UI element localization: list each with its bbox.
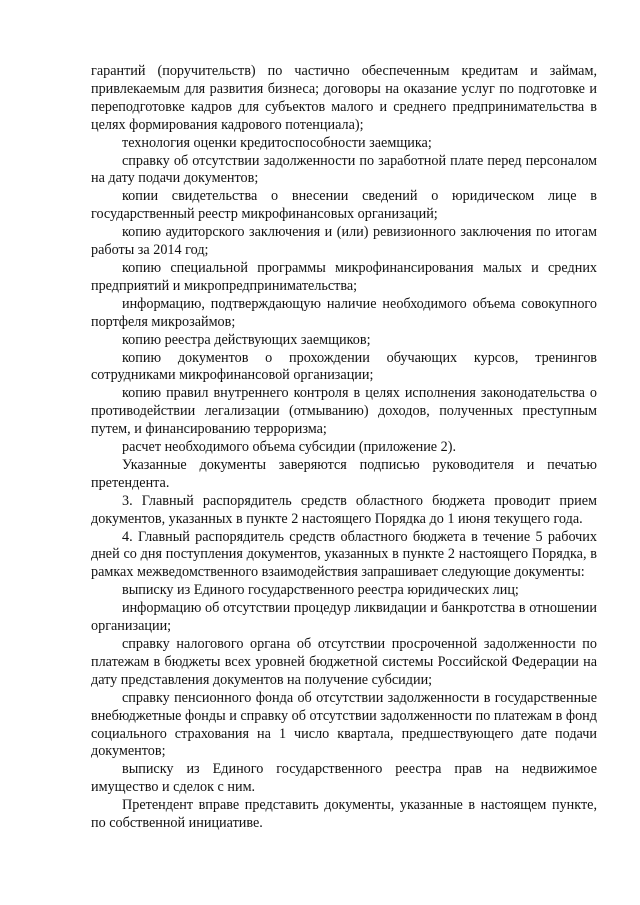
- paragraph-portfolio-info: информацию, подтверждающую наличие необходимого объема совокупного портфеля микрозаймов;: [91, 295, 597, 330]
- paragraph-pension-fund-certificate: справку пенсионного фонда об отсутствии задолженности в государственные внебюджетные фонды и справку об отсутствии задолженности по платежам в фонд социального страхования на 1 число квартала, предшествующего дате подачи документов;: [91, 689, 597, 760]
- paragraph-credit-assessment: технология оценки кредитоспособности заемщика;: [122, 134, 432, 151]
- paragraph-registry-certificate: копии свидетельства о внесении сведений о юридическом лице в государственный реестр микрофинансовых организаций;: [91, 188, 597, 223]
- paragraph-borrowers-registry: копию реестра действующих заемщиков;: [122, 331, 371, 348]
- paragraph-certification: Указанные документы заверяются подписью руководителя и печатью претендента.: [91, 456, 597, 491]
- paragraph-internal-control-rules: копию правил внутреннего контроля в целях исполнения законодательства о противодействии легализации (отмыванию) доходов, полученных преступным путем, и финансированию терроризма;: [91, 385, 597, 438]
- paragraph-training-documents: копию документов о прохождении обучающих курсов, тренингов сотрудниками микрофинансовой организации;: [91, 349, 597, 384]
- document-body: [91, 63, 597, 833]
- paragraph-liquidation-info: информацию об отсутствии процедур ликвидации и банкротства в отношении организации;: [91, 600, 597, 635]
- paragraph-tax-certificate: справку налогового органа об отсутствии просроченной задолженности по платежам в бюджеты всех уровней бюджетной системы Российской Федерации на дату представления документов на получение субсидии;: [91, 636, 597, 688]
- paragraph-real-estate-extract: выписку из Единого государственного реестра прав на недвижимое имущество и сделок с ним.: [91, 761, 597, 796]
- paragraph-guarantees-continuation: гарантий (поручительств) по частично обеспеченным кредитам и займам, привлекаемым для развития бизнеса; договоры на оказание услуг по подготовке и переподготовке кадров для субъектов малого и среднего предпринимательства в целях формирования кадрового потенциала);: [91, 63, 597, 133]
- paragraph-microfinance-program: копию специальной программы микрофинансирования малых и средних предприятий и микропредпринимательства;: [91, 259, 597, 294]
- paragraph-salary-debt-certificate: справку об отсутствии задолженности по заработной плате перед персоналом на дату подачи документов;: [91, 152, 597, 187]
- paragraph-audit-report: копию аудиторского заключения и (или) ревизионного заключения по итогам работы за 2014 год;: [91, 224, 597, 259]
- paragraph-clause-3: 3. Главный распорядитель средств областного бюджета проводит прием документов, указанных в пункте 2 настоящего Порядка до 1 июня текущего года.: [91, 492, 597, 527]
- paragraph-own-initiative: Претендент вправе представить документы, указанные в настоящем пункте, по собственной инициативе.: [91, 797, 597, 832]
- paragraph-clause-4: 4. Главный распорядитель средств областного бюджета в течение 5 рабочих дней со дня поступления документов, указанных в пункте 2 настоящего Порядка, в рамках межведомственного взаимодействия запрашивает следующие документы:: [91, 528, 597, 581]
- paragraph-legal-entities-extract: выписку из Единого государственного реестра юридических лиц;: [122, 582, 519, 599]
- paragraph-subsidy-calculation: расчет необходимого объема субсидии (приложение 2).: [122, 439, 456, 456]
